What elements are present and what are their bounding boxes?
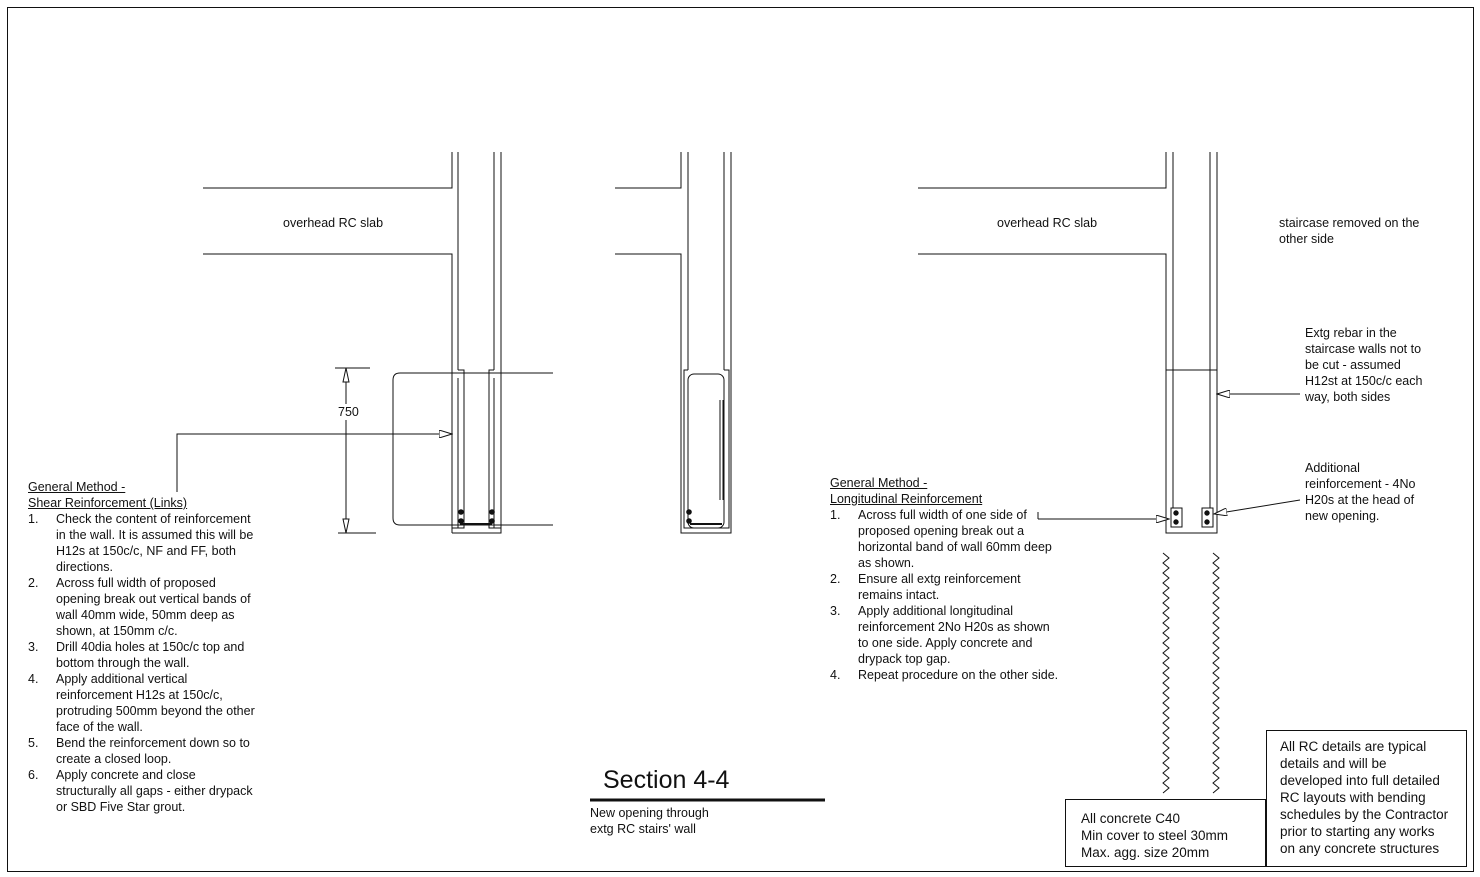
step-item [28,639,278,671]
notes-heading-line: Longitudinal Reinforcement [830,492,983,506]
step-text-line: reinforcement H12s at 150c/c, [56,688,223,702]
detail-middle [615,152,731,533]
break-line-left [1163,553,1169,793]
longitudinal-method-notes [830,475,1080,683]
step-number: 2. [830,572,841,586]
step-text-line: structurally all gaps - either drypack [56,784,253,798]
step-item [830,507,1080,571]
break-line-right [1213,553,1219,793]
step-text-line: to one side. Apply concrete and [858,636,1033,650]
step-text-line: proposed opening break out a [858,524,1025,538]
section-subtitle: New opening through extg RC stairs' wall [590,806,709,836]
step-number: 1. [830,508,841,522]
step-number: 4. [830,668,841,682]
step-item [830,603,1080,667]
step-number: 1. [28,512,39,526]
label-additional-reinforcement: Additional reinforcement - 4No H20s at the head of new opening. [1305,461,1416,523]
shear-steps-list [28,511,278,815]
concrete-note-box: All concrete C40 Min cover to steel 30mm Max. agg. size 20mm [1065,799,1266,867]
step-item [28,671,278,735]
notes-heading-line: Shear Reinforcement (Links) [28,496,188,510]
shear-method-notes [28,479,278,815]
step-number: 3. [28,640,39,654]
label-dimension: 750 [338,405,359,419]
step-text-line: Bend the reinforcement down so to [56,736,250,750]
step-text-line: drypack top gap. [858,652,951,666]
step-text-line: remains intact. [858,588,940,602]
leader-additional [1214,500,1300,514]
label-extg-rebar: Extg rebar in the staircase walls not to be cut - assumed H12st at 150c/c each way, both sides [1305,326,1423,404]
step-number: 5. [28,736,39,750]
step-text-line: reinforcement 2No H20s as shown [858,620,1050,634]
longitudinal-steps-list [830,507,1080,683]
step-text-line: Apply additional vertical [56,672,188,686]
step-item [830,571,1080,603]
step-text-line: bottom through the wall. [56,656,190,670]
detail-longitudinal [918,152,1300,793]
step-text-line: create a closed loop. [56,752,172,766]
step-number: 4. [28,672,39,686]
step-text-line: horizontal band of wall 60mm deep [858,540,1052,554]
step-text-line: opening break out vertical bands of [56,592,251,606]
step-text-line: as shown. [858,556,915,570]
step-text-line: Apply additional longitudinal [858,604,1013,618]
shear-link-loop [393,373,553,525]
step-text-line: Across full width of one side of [858,508,1027,522]
step-number: 2. [28,576,39,590]
step-item [28,575,278,639]
step-item [28,767,278,815]
step-number: 6. [28,768,39,782]
label-slab-left: overhead RC slab [283,216,384,230]
slab-top-line [203,152,452,188]
step-item [830,667,1080,683]
step-text-line: Repeat procedure on the other side. [858,668,1059,682]
step-text-line: protruding 500mm beyond the other [56,704,255,718]
label-slab-right: overhead RC slab [997,216,1098,230]
step-text-line: directions. [56,560,113,574]
step-text-line: or SBD Five Star grout. [56,800,186,814]
detail-shear-links [177,152,553,533]
step-text-line: in the wall. It is assumed this will be [56,528,254,542]
step-text-line: H12s at 150c/c, NF and FF, both [56,544,236,558]
step-text-line: Ensure all extg reinforcement [858,572,1021,586]
dimension-750 [335,368,376,533]
notes-heading-line: General Method - [28,480,126,494]
step-text-line: Across full width of proposed [56,576,216,590]
step-text-line: Apply concrete and close [56,768,196,782]
step-text-line: wall 40mm wide, 50mm deep as [56,608,235,622]
label-staircase-removed: staircase removed on the other side [1279,216,1420,246]
step-text-line: shown, at 150mm c/c. [56,624,178,638]
step-text-line: face of the wall. [56,720,143,734]
step-number: 3. [830,604,841,618]
rc-details-note-box: All RC details are typical details and will be developed into full detailed RC layouts with bending schedules by the Contractor prior to starting any works on any concrete structures [1266,730,1467,867]
notes-heading-line: General Method - [830,476,928,490]
step-item [28,511,278,575]
step-text-line: Check the content of reinforcement [56,512,251,526]
step-text-line: Drill 40dia holes at 150c/c top and [56,640,245,654]
step-item [28,735,278,767]
section-title: Section 4-4 [603,766,730,794]
